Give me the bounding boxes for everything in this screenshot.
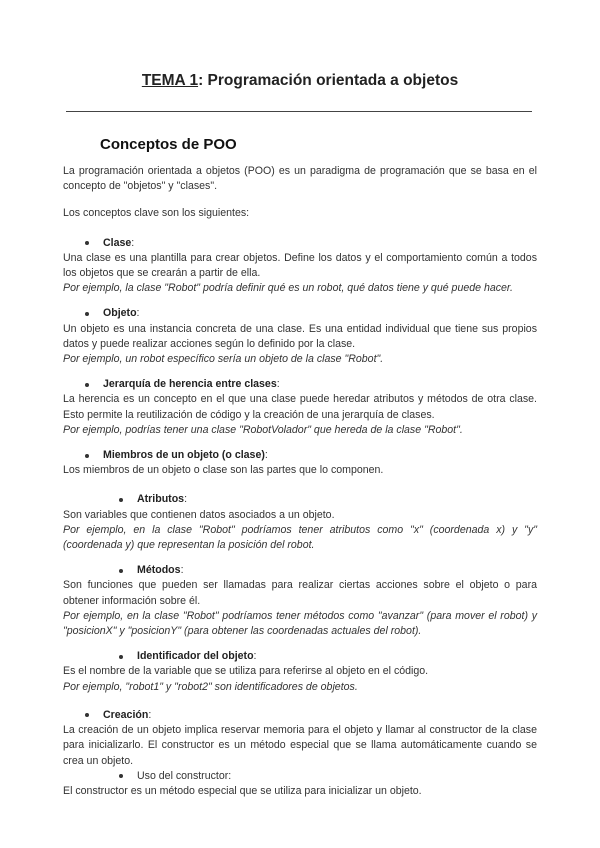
label-colon: :: [136, 307, 140, 320]
atributos-example: Por ejemplo, en la clase "Robot" podríamos tener atributos como "x" (coordenada x) y "y" (coordenada y) que representan la posición del robot.: [63, 523, 537, 552]
bullet-dot-icon: [85, 241, 89, 245]
label-colon: :: [180, 564, 184, 577]
clase-description: Una clase es una plantilla para crear objetos. Define los datos y el comportamiento común a todos los objetos que se crearán a partir de ella.: [63, 251, 537, 280]
bullet-label: Atributos: [137, 493, 185, 506]
label-colon: :: [253, 650, 257, 663]
herencia-example: Por ejemplo, podrías tener una clase "RobotVolador" que hereda de la clase "Robot".: [63, 423, 463, 436]
title-divider: [66, 111, 532, 112]
title-topic-number: TEMA 1: [141, 72, 199, 89]
intro-paragraph: La programación orientada a objetos (POO) es un paradigma de programación que se basa en el concepto de "objetos" y "clases".: [63, 165, 537, 193]
bullet-label: Jerarquía de herencia entre clases: [103, 378, 277, 391]
clase-example: Por ejemplo, la clase "Robot" podría definir qué es un robot, qué datos tiene y qué puede hacer.: [63, 282, 514, 295]
label-colon: :: [131, 236, 135, 249]
bullet-objeto: [63, 306, 537, 321]
label-colon: :: [228, 769, 232, 782]
intro-lead: Los conceptos clave son los siguientes:: [63, 207, 250, 220]
bullet-dot-icon: [85, 713, 89, 717]
bullet-label: Métodos: [137, 564, 181, 577]
bullet-dot-icon: [85, 312, 89, 316]
bullet-clase: [63, 236, 537, 251]
label-colon: :: [276, 378, 280, 391]
bullet-label: Identificador del objeto: [137, 650, 254, 663]
metodos-example: Por ejemplo, en la clase "Robot" podríamos tener métodos como "avanzar" (para mover el robot) y "posicionX" y "posicionY" (para obtener las coordenadas actuales del robot).: [63, 609, 537, 638]
herencia-description: La herencia es un concepto en el que una clase puede heredar atributos y métodos de otra clase. Esto permite la reutilización de código y la creación de una jerarquía de clases.: [63, 393, 537, 421]
label-colon: :: [264, 449, 268, 462]
bullet-metodos: [63, 563, 537, 578]
document-body: [63, 164, 537, 799]
bullet-label: Objeto: [103, 307, 137, 320]
bullet-label: Clase: [103, 236, 132, 249]
bullet-dot-icon: [119, 498, 123, 502]
objeto-description: Un objeto es una instancia concreta de una clase. Es una entidad individual que tiene sus propios datos y puede realizar acciones según lo definido por la clase.: [63, 322, 537, 350]
bullet-identificador: [63, 649, 537, 664]
objeto-example: Por ejemplo, un robot específico sería un objeto de la clase "Robot".: [63, 353, 384, 366]
bullet-dot-icon: [119, 569, 123, 573]
identificador-description: Es el nombre de la variable que se utiliza para referirse al objeto en el código.: [63, 665, 429, 678]
bullet-herencia: [63, 377, 537, 392]
constructor-description: El constructor es un método especial que se utiliza para inicializar un objeto.: [63, 784, 422, 797]
miembros-description: Los miembros de un objeto o clase son las partes que lo componen.: [63, 464, 384, 477]
bullet-atributos: [63, 492, 537, 507]
label-colon: :: [184, 493, 188, 506]
metodos-description: Son funciones que pueden ser llamadas para realizar ciertas acciones sobre el objeto o para obtener información sobre él.: [63, 579, 537, 607]
identificador-example: Por ejemplo, "robot1" y "robot2" son identificadores de objetos.: [63, 680, 358, 693]
bullet-miembros: [63, 448, 537, 463]
bullet-label: Miembros de un objeto (o clase): [103, 449, 265, 462]
title-topic-name: : Programación orientada a objetos: [198, 72, 459, 89]
bullet-constructor: [63, 769, 537, 784]
creacion-description: La creación de un objeto implica reservar memoria para el objeto y llamar al constructor de la clase para inicializarlo. El constructor es un método especial que se llama automáticamente cuando se crea un objeto.: [63, 724, 537, 767]
bullet-label: Uso del constructor: [137, 769, 229, 782]
bullet-dot-icon: [85, 454, 89, 458]
page-title: [0, 72, 600, 90]
bullet-dot-icon: [85, 383, 89, 387]
section-heading: Conceptos de POO: [100, 136, 237, 153]
bullet-label: Creación: [103, 708, 149, 721]
bullet-dot-icon: [119, 774, 123, 778]
label-colon: :: [148, 708, 152, 721]
bullet-dot-icon: [119, 655, 123, 659]
atributos-description: Son variables que contienen datos asociados a un objeto.: [63, 508, 335, 521]
bullet-creacion: [63, 708, 537, 723]
